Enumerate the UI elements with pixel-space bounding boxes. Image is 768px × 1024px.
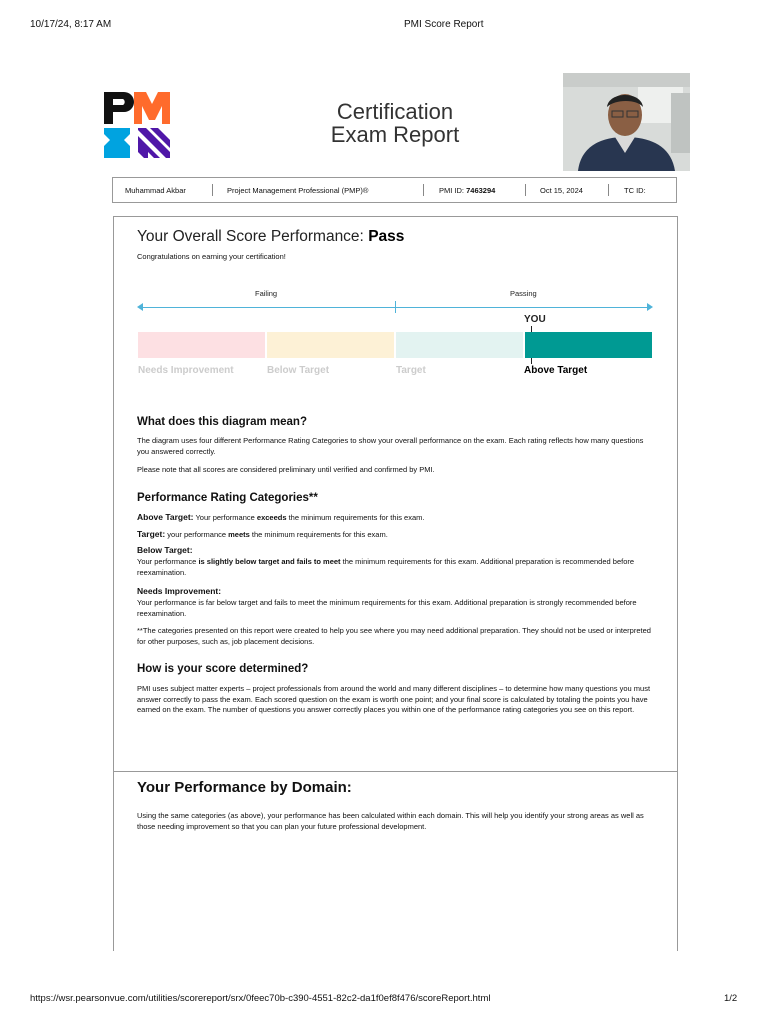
needs-improvement-title: Needs Improvement: [137,586,222,596]
overall-heading-text: Your Overall Score Performance: [137,228,364,245]
pmi-id-label: PMI ID: [439,186,465,195]
overall-result: Pass [368,228,405,245]
domain-heading: Your Performance by Domain: [137,779,352,796]
target-definition [137,529,653,541]
bar-below-target [267,332,394,358]
print-url: https://wsr.pearsonvue.com/utilities/scorereport/srx/0feec70b-c390-4551-82c2-da1f0ef8f476/scoreReport.html [30,993,491,1004]
label-above-target: Above Target [524,365,588,376]
below-target-title: Below Target: [137,545,193,555]
label-target: Target [396,365,426,376]
above-target-text: Your performance [193,513,257,522]
you-marker-tick [531,358,532,364]
candidate-name: Muhammad Akbar [125,186,186,195]
pmi-logo [104,90,172,158]
diagram-paragraph-1: The diagram uses four different Performance Rating Categories to show your overall performance on the exam. Each rating reflects how many questions you answered correctly. [137,436,644,456]
scale-failing-label: Failing [255,289,278,298]
below-target-text: Your performance [137,557,199,566]
target-text: your performance [165,530,229,539]
overall-heading [137,228,404,246]
below-target-text-end: the minimum requirements for this exam. Additional preparation is recommended before reexamination. [137,557,635,577]
candidate-info-bar [112,177,677,203]
label-needs-improvement: Needs Improvement [138,365,234,376]
pmi-id [439,186,495,195]
bar-target [396,332,523,358]
exam-date: Oct 15, 2024 [540,186,583,195]
needs-improvement-definition: Your performance is far below target and fails to meet the minimum requirements for this exam. Additional preparation is strongly recommended before reexamination. [137,598,637,618]
domain-text: Using the same categories (as above), your performance has been calculated within each domain. This will help you identify your strong areas as well as those needing improvement so that you can plan your future professional development. [137,811,644,831]
score-determination-heading: How is your score determined? [137,663,309,675]
exam-name: Project Management Professional (PMP)® [227,186,369,195]
target-emphasis: meets [228,530,250,539]
report-title-line1: Certification [336,99,454,124]
tc-id-label: TC ID: [624,186,646,195]
divider [608,184,609,196]
categories-footnote: **The categories presented on this report were created to help you see where you may need additional preparation. They should not be used or interpreted for other purposes, such as, job placement decisions. [137,626,651,646]
label-below-target: Below Target [267,365,330,376]
rating-categories-heading: Performance Rating Categories** [137,492,318,504]
arrow-right-icon [647,303,653,311]
bar-needs-improvement [138,332,265,358]
divider [423,184,424,196]
domain-panel [113,771,678,951]
divider [525,184,526,196]
score-determination-text: PMI uses subject matter experts – project professionals from around the world and many different disciplines – to determine how many questions you must answer correctly to pass the exam. Each scored question on the exam is worth one point; and your final score is calculated by totaling the points you have earned on the exam. The number of questions you answer correctly places you within one of the performance rating categories you see on this report. [137,684,651,714]
diagram-heading: What does this diagram mean? [137,416,307,428]
scale-passing-label: Passing [510,289,537,298]
target-text-end: the minimum requirements for this exam. [249,530,388,539]
above-target-definition [137,512,653,524]
divider [212,184,213,196]
print-page-title: PMI Score Report [404,19,484,30]
above-target-text-end: the minimum requirements for this exam. [286,513,425,522]
arrow-left-icon [137,303,143,311]
pass-threshold-tick [395,301,396,313]
target-title: Target: [137,529,166,539]
above-target-title: Above Target: [137,512,194,522]
bar-above-target [525,332,652,358]
candidate-photo [563,73,690,171]
above-target-emphasis: exceeds [256,513,287,522]
report-title [300,100,490,146]
pmi-id-value: 7463294 [466,186,496,195]
below-target-definition [137,557,653,578]
you-marker-label: YOU [524,314,546,325]
diagram-paragraph-2: Please note that all scores are considered preliminary until verified and confirmed by PMI. [137,465,435,474]
report-title-line2: Exam Report [330,122,460,147]
print-page-number: 1/2 [724,993,738,1004]
congrats-message: Congratulations on earning your certification! [137,252,286,261]
below-target-emphasis: is slightly below target and fails to meet [198,557,341,566]
print-timestamp: 10/17/24, 8:17 AM [30,19,112,30]
